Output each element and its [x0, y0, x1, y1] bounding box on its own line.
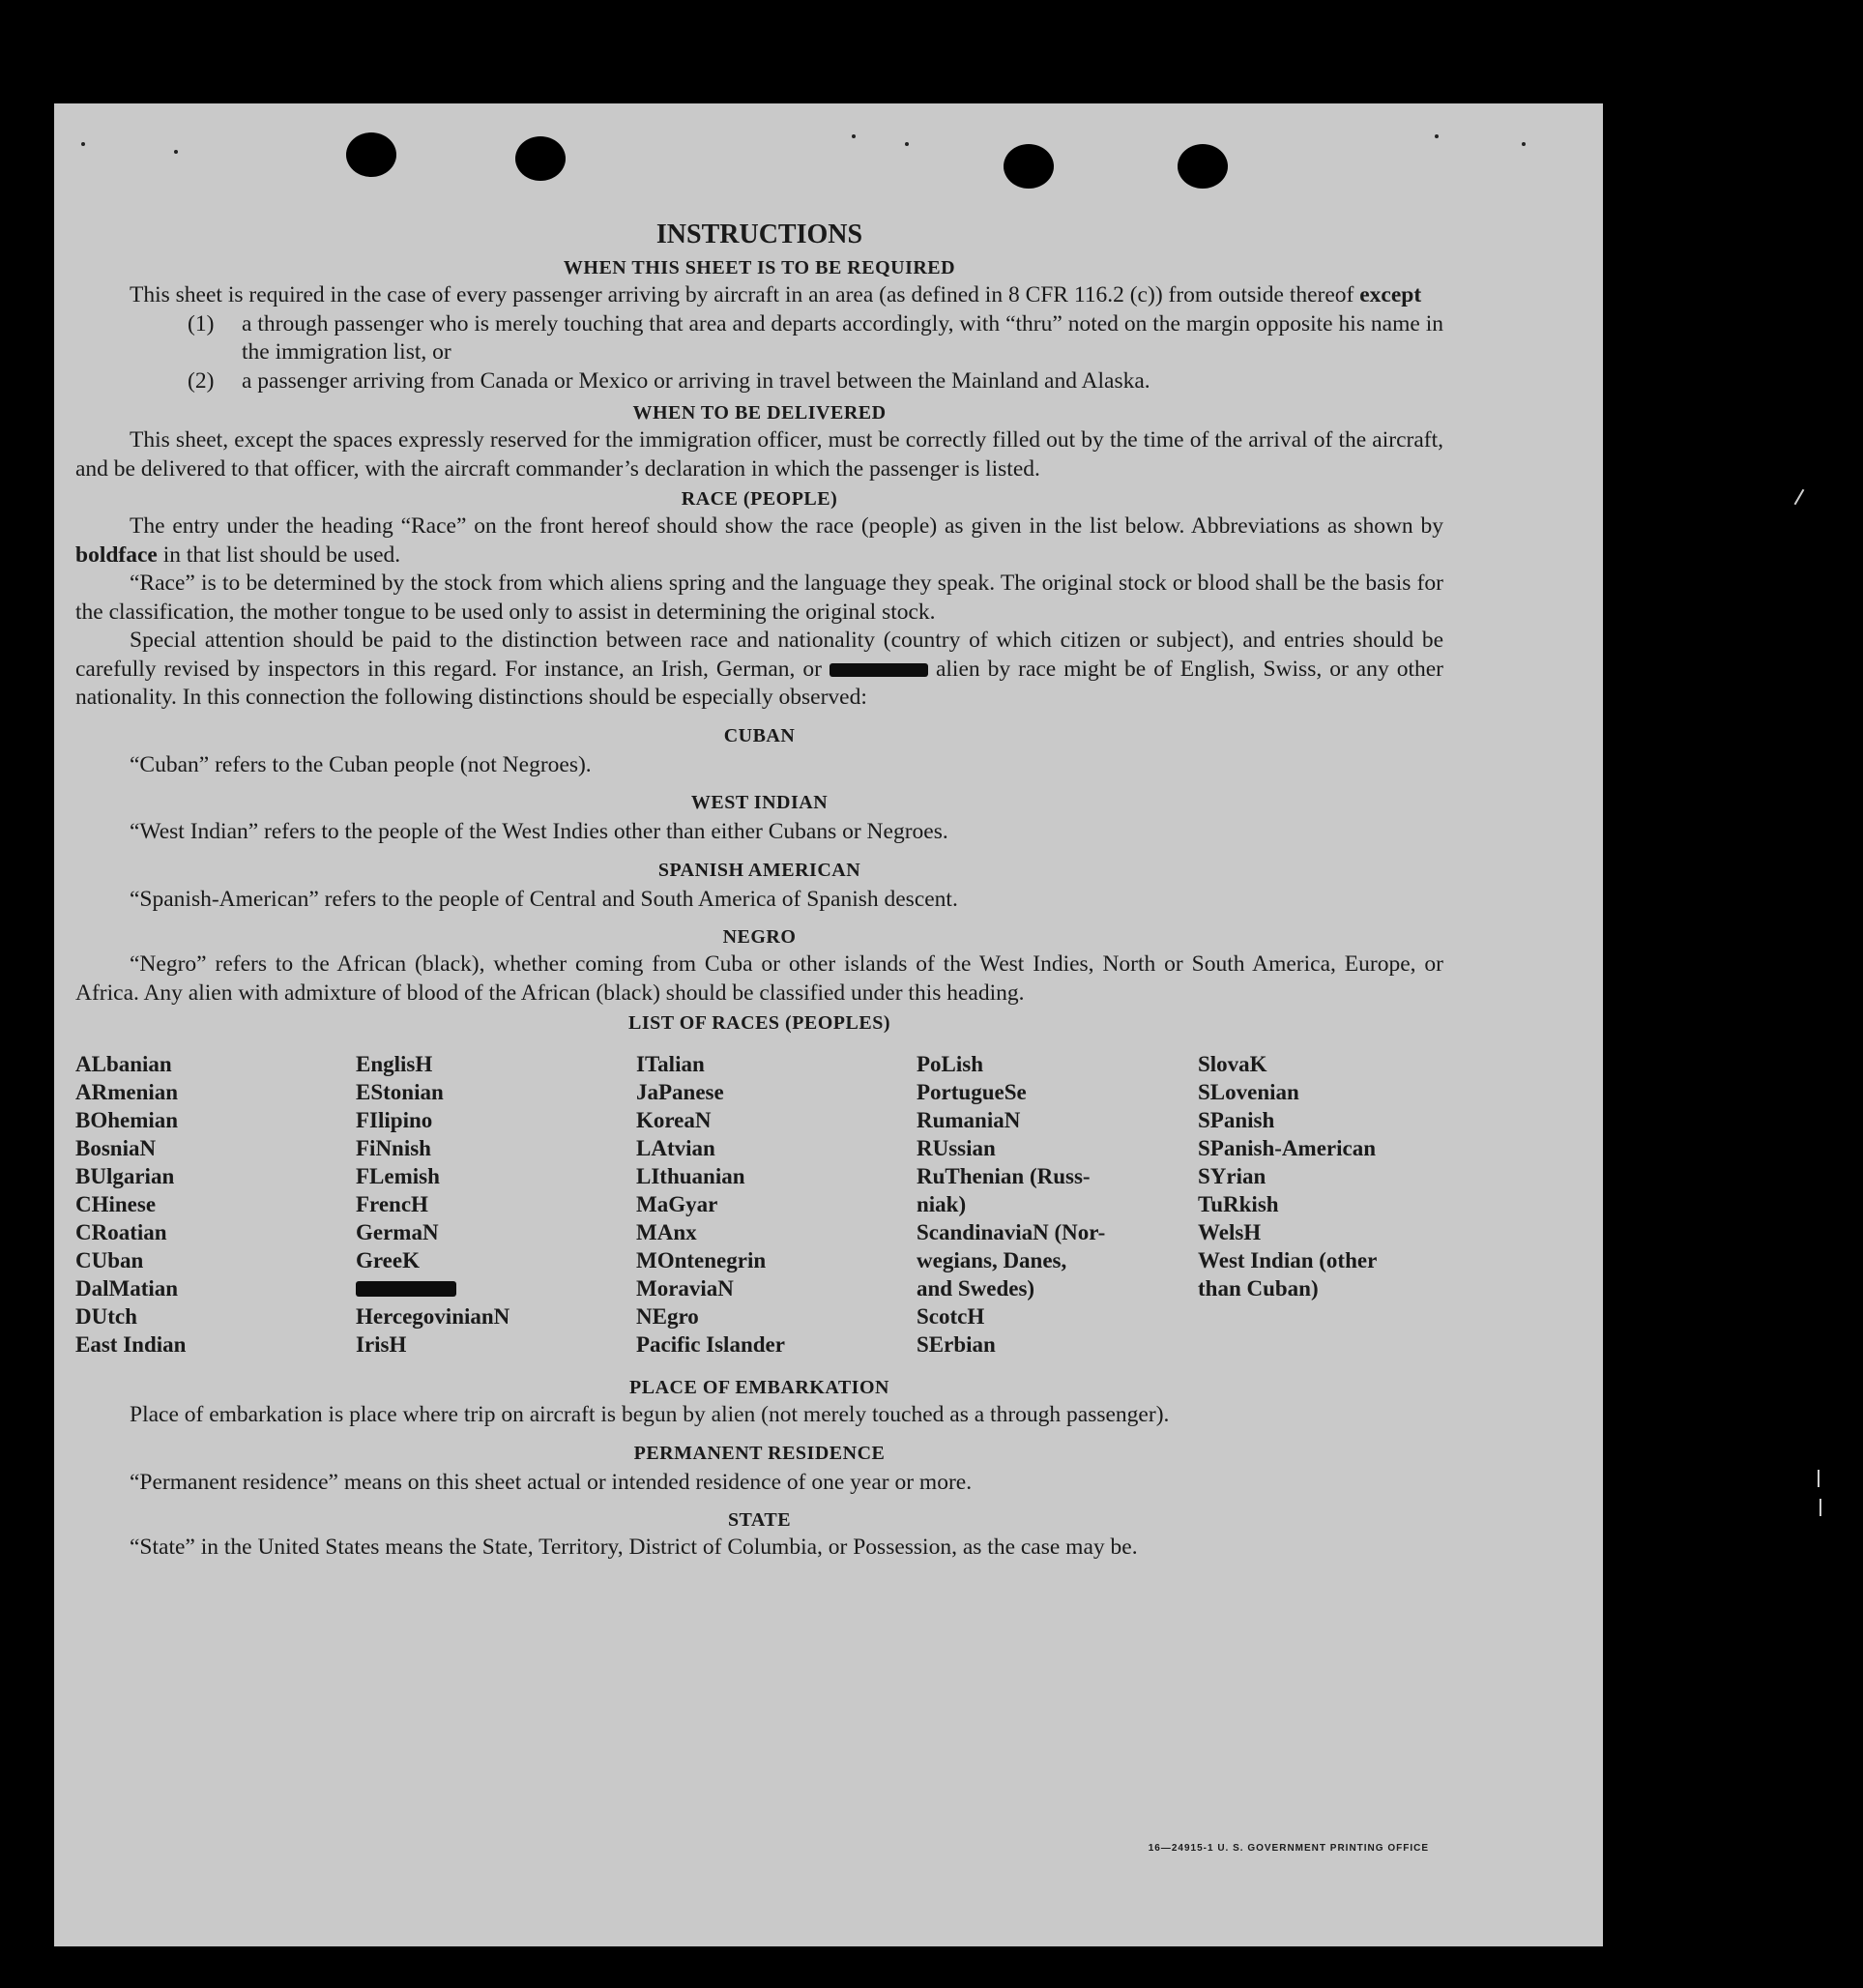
race-entry: DalMatian — [75, 1276, 179, 1301]
race-entry: MAnx — [636, 1220, 697, 1244]
race-entry: SErbian — [917, 1332, 996, 1357]
race-paragraph-2: “Race” is to be determined by the stock from which aliens spring and the language they speak. The original stock or blood shall be the basis for the classification, the mother tongue to be used only to assist in determining the original stock. — [75, 570, 1443, 625]
punch-hole — [1004, 144, 1054, 189]
race-entry: MaGyar — [636, 1192, 718, 1216]
dust-speck — [905, 142, 909, 146]
required-intro — [75, 281, 1443, 310]
race-entry: EStonian — [356, 1080, 444, 1104]
section-heading-required: WHEN THIS SHEET IS TO BE REQUIRED — [563, 257, 956, 278]
race-list-grid — [75, 1050, 1443, 1359]
exception-number: (1) — [188, 310, 215, 336]
race-entry: ITalian — [636, 1052, 705, 1076]
race-entry: RUssian — [917, 1136, 996, 1160]
required-intro-bold: except — [1359, 282, 1422, 307]
redacted-race-entry — [356, 1281, 456, 1297]
punch-hole — [1178, 144, 1228, 189]
race-entry: ARmenian — [75, 1080, 179, 1104]
race-entry: JaPanese — [636, 1080, 724, 1104]
section-heading-state: STATE — [727, 1509, 792, 1531]
exception-text: a through passenger who is merely touching that area and departs accordingly, with “thru” noted on the margin opposite his name in the immigration list, or — [242, 310, 1443, 365]
race-p1-tail: in that list should be used. — [157, 541, 401, 568]
race-p1-text: The entry under the heading “Race” on the front hereof should show the race (people) as given in the list below. Abbreviations as shown by — [130, 513, 1443, 539]
dust-speck — [1435, 134, 1439, 138]
race-entry: SPanish — [1198, 1108, 1275, 1132]
race-entry: EnglisH — [356, 1052, 433, 1076]
west-indian-text: “West Indian” refers to the people of the West Indies other than either Cubans or Negroes. — [130, 819, 948, 844]
race-entry: LIthuanian — [636, 1164, 745, 1188]
race-entry: PortugueSe — [917, 1080, 1027, 1104]
race-entry: HercegovinianN — [356, 1304, 510, 1329]
race-entry: ALbanian — [75, 1052, 172, 1076]
race-entry: RumaniaN — [917, 1108, 1021, 1132]
required-intro-text: This sheet is required in the case of every passenger arriving by aircraft in an area (as defined in 8 CFR 116.2 (c)) from outside thereof — [130, 282, 1360, 307]
race-column — [1198, 1050, 1443, 1359]
exception-text: a passenger arriving from Canada or Mexico or arriving in travel between the Mainland and Alaska. — [242, 367, 1150, 394]
redaction-mark — [830, 663, 928, 677]
race-entry: RuThenian (Russ- niak) — [917, 1164, 1091, 1216]
race-column — [356, 1050, 636, 1359]
dust-speck — [852, 134, 856, 138]
race-p1-bold: boldface — [75, 541, 158, 568]
race-entry: SLovenian — [1198, 1080, 1299, 1104]
section-heading-residence: PERMANENT RESIDENCE — [633, 1442, 886, 1464]
section-heading-delivered: WHEN TO BE DELIVERED — [632, 402, 887, 424]
race-entry: SlovaK — [1198, 1052, 1267, 1076]
punch-hole — [346, 132, 396, 177]
race-p3-tail: alien by race might be of English, Swiss, or any other nationality. In this connection the following distinctions should be especially observed: — [75, 656, 1443, 710]
race-entry: FIlipino — [356, 1108, 433, 1132]
race-entry: Pacific Islander — [636, 1332, 785, 1357]
instruction-sheet — [54, 103, 1603, 1946]
race-entry: ScandinaviaN (Nor- wegians, Danes, and Swedes) — [917, 1220, 1106, 1301]
print-code: 16—24915-1 U. S. GOVERNMENT PRINTING OFFICE — [1148, 1843, 1429, 1854]
cuban-text: “Cuban” refers to the Cuban people (not Negroes). — [130, 751, 592, 777]
race-entry: IrisH — [356, 1332, 407, 1357]
embarkation-text: Place of embarkation is place where trip on aircraft is begun by alien (not merely touched as a through passenger). — [130, 1402, 1170, 1427]
section-heading-embarkation: PLACE OF EMBARKATION — [629, 1377, 889, 1398]
race-entry: MoraviaN — [636, 1276, 734, 1301]
section-heading-negro: NEGRO — [722, 926, 797, 948]
race-entry: BosniaN — [75, 1136, 157, 1160]
race-p3-text: Special attention should be paid to the distinction between race and nationality (country of which citizen or subject), and entries should be carefully revised by inspectors in this regard. For instance, an Irish, German, or — [75, 628, 1443, 682]
section-heading-cuban: CUBAN — [723, 724, 796, 746]
film-edge-mark — [1819, 1499, 1821, 1516]
section-heading-spanish-american: SPANISH AMERICAN — [657, 859, 861, 881]
dust-speck — [174, 150, 178, 154]
exception-item — [75, 367, 1443, 396]
section-heading-west-indian: WEST INDIAN — [690, 792, 829, 813]
race-entry: SYrian — [1198, 1164, 1266, 1188]
film-edge-mark — [1794, 489, 1805, 506]
negro-text: “Negro” refers to the African (black), whether coming from Cuba or other islands of the West Indies, North or South America, Europe, or Africa. Any alien with admixture of blood of the African (black) should be classified under this heading. — [75, 951, 1443, 1006]
race-entry: KoreaN — [636, 1108, 712, 1132]
race-entry: East Indian — [75, 1332, 187, 1357]
dust-speck — [1522, 142, 1526, 146]
instructions-body — [75, 218, 1443, 1563]
race-entry: CHinese — [75, 1192, 157, 1216]
delivered-text: This sheet, except the spaces expressly reserved for the immigration officer, must be correctly filled out by the time of the arrival of the aircraft, and be delivered to that officer, with the aircraft commander’s declaration in which the passenger is listed. — [75, 427, 1443, 482]
race-entry: FrencH — [356, 1192, 428, 1216]
race-column — [917, 1050, 1198, 1359]
punch-hole — [515, 136, 566, 181]
race-entry: PoLish — [917, 1052, 984, 1076]
race-entry: West Indian (other than Cuban) — [1198, 1248, 1378, 1301]
race-entry: GreeK — [356, 1248, 420, 1272]
race-entry: LAtvian — [636, 1136, 715, 1160]
race-paragraph-3 — [75, 627, 1443, 713]
residence-text: “Permanent residence” means on this sheet actual or intended residence of one year or more. — [130, 1469, 973, 1495]
race-paragraph-1 — [75, 512, 1443, 570]
race-entry: DUtch — [75, 1304, 137, 1329]
race-entry: BOhemian — [75, 1108, 179, 1132]
race-entry: TuRkish — [1198, 1192, 1279, 1216]
exception-item — [75, 310, 1443, 367]
race-entry: NEgro — [636, 1304, 699, 1329]
page-title: INSTRUCTIONS — [655, 219, 863, 249]
dust-speck — [81, 142, 85, 146]
exception-number: (2) — [188, 367, 215, 394]
race-entry: CUban — [75, 1248, 144, 1272]
state-text: “State” in the United States means the State, Territory, District of Columbia, or Possession, as the case may be. — [130, 1535, 1138, 1560]
race-entry: CRoatian — [75, 1220, 167, 1244]
film-edge-mark — [1818, 1470, 1819, 1487]
race-column — [636, 1050, 917, 1359]
race-entry: ScotcH — [917, 1304, 985, 1329]
section-heading-list: LIST OF RACES (PEOPLES) — [627, 1012, 890, 1034]
race-entry: SPanish-American — [1198, 1136, 1376, 1160]
race-entry: FiNnish — [356, 1136, 431, 1160]
race-entry: BUlgarian — [75, 1164, 175, 1188]
race-entry: MOntenegrin — [636, 1248, 767, 1272]
race-entry: WelsH — [1198, 1220, 1262, 1244]
section-heading-race: RACE (PEOPLE) — [681, 488, 838, 510]
race-column — [75, 1050, 356, 1359]
race-entry: GermaN — [356, 1220, 439, 1244]
race-entry: FLemish — [356, 1164, 440, 1188]
spanish-american-text: “Spanish-American” refers to the people of Central and South America of Spanish descent. — [130, 886, 958, 912]
